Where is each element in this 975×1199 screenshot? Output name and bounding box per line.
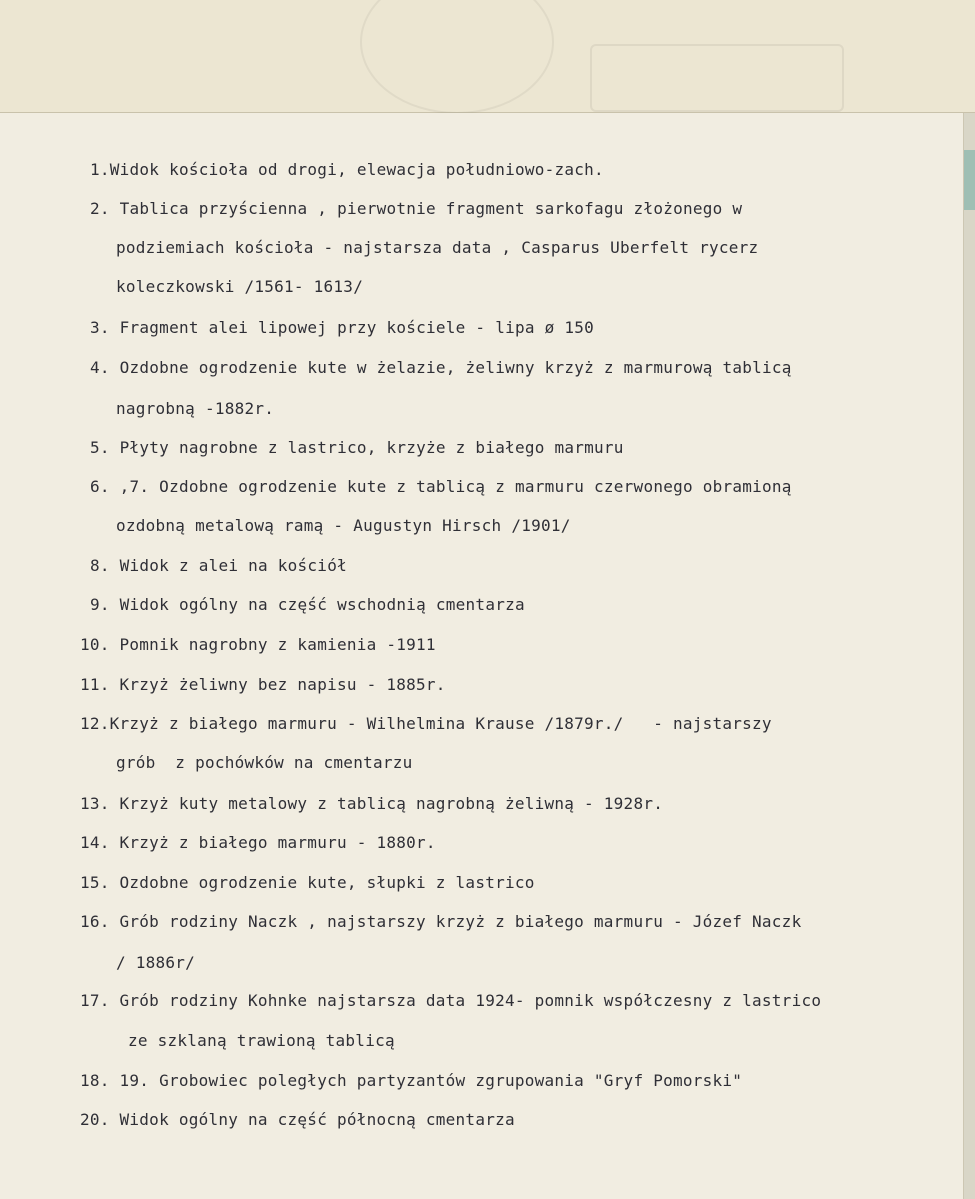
line-13: 10. Pomnik nagrobny z kamienia -1911 [80,635,436,654]
line-23: ze szklaną trawioną tablicą [128,1031,395,1050]
line-1: 1.Widok kościoła od drogi, elewacja południowo-zach. [90,160,604,179]
line-7: nagrobną -1882r. [116,399,275,418]
line-19: 15. Ozdobne ogrodzenie kute, słupki z lastrico [80,873,535,892]
line-11: 8. Widok z alei na kościół [90,556,347,575]
line-4: koleczkowski /1561- 1613/ [116,277,364,296]
line-5: 3. Fragment alei lipowej przy kościele - lipa ø 150 [90,318,595,337]
line-17: 13. Krzyż kuty metalowy z tablicą nagrobną żeliwną - 1928r. [80,794,664,813]
line-14: 11. Krzyż żeliwny bez napisu - 1885r. [80,675,446,694]
line-2: 2. Tablica przyścienna , pierwotnie fragment sarkofagu złożonego w [90,199,743,218]
line-18: 14. Krzyż z białego marmuru - 1880r. [80,833,436,852]
line-9: 6. ,7. Ozdobne ogrodzenie kute z tablicą z marmuru czerwonego obramioną [90,477,792,496]
line-16: grób z pochówków na cmentarzu [116,753,413,772]
line-12: 9. Widok ogólny na część wschodnią cmentarza [90,595,525,614]
line-24: 18. 19. Grobowiec poległych partyzantów zgrupowania "Gryf Pomorski" [80,1071,743,1090]
line-3: podziemiach kościoła - najstarsza data , Casparus Uberfelt rycerz [116,238,759,257]
line-21: / 1886r/ [116,953,196,972]
line-20: 16. Grób rodziny Naczk , najstarszy krzyż z białego marmuru - Józef Naczk [80,912,802,931]
line-22: 17. Grób rodziny Kohnke najstarsza data 1924- pomnik współczesny z lastrico [80,991,822,1010]
line-6: 4. Ozdobne ogrodzenie kute w żelazie, żeliwny krzyż z marmurową tablicą [90,358,792,377]
line-8: 5. Płyty nagrobne z lastrico, krzyże z białego marmuru [90,438,624,457]
line-15: 12.Krzyż z białego marmuru - Wilhelmina Krause /1879r./ - najstarszy [80,714,772,733]
line-10: ozdobną metalową ramą - Augustyn Hirsch /1901/ [116,516,571,535]
line-25: 20. Widok ogólny na część północną cmentarza [80,1110,515,1129]
